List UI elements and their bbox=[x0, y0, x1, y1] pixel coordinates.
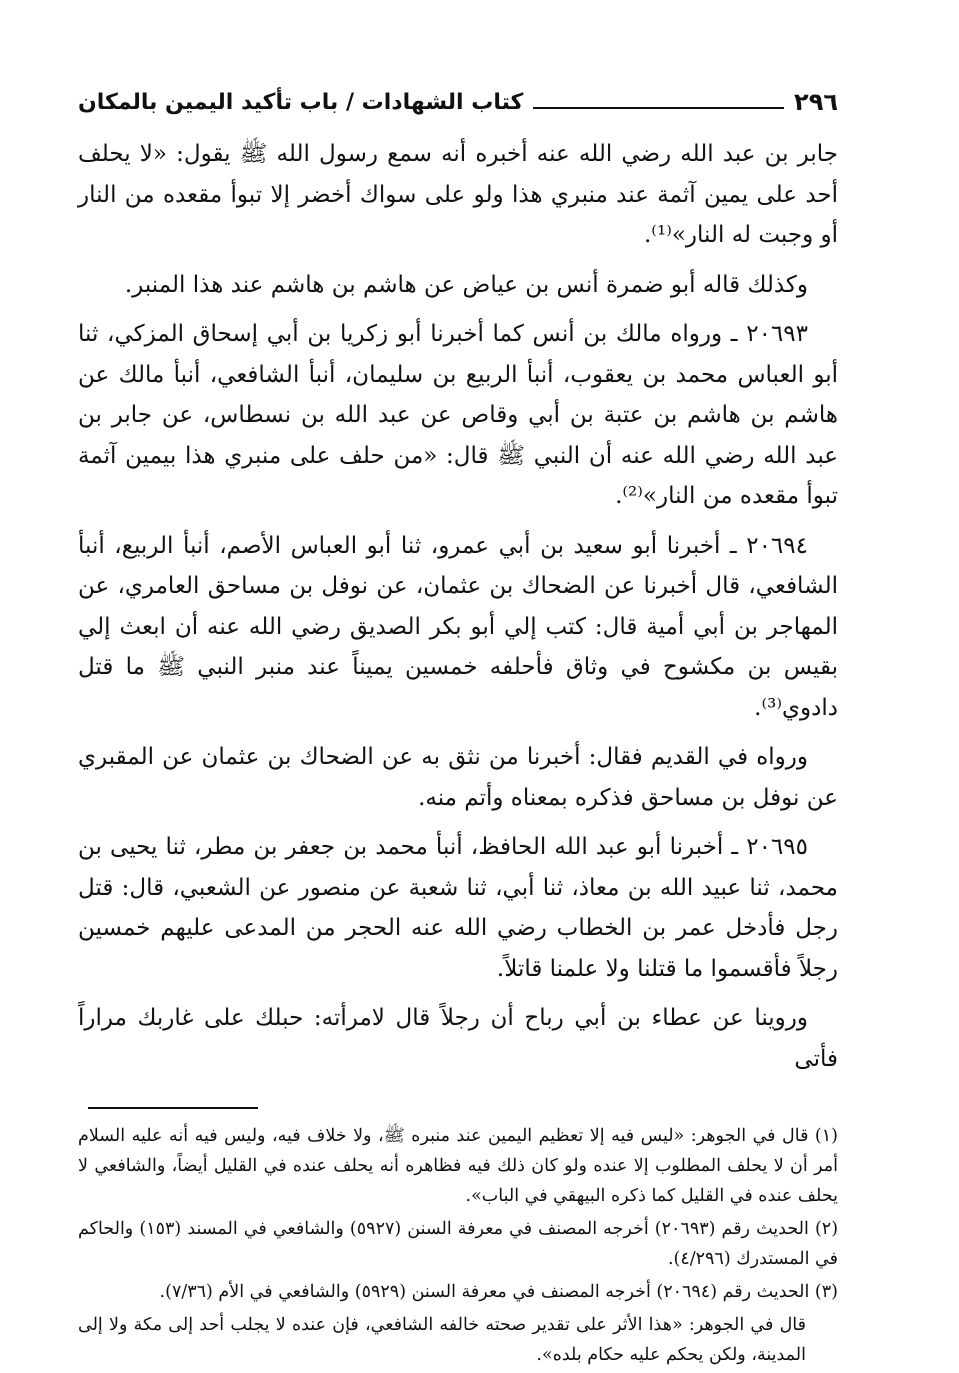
footnotes bbox=[78, 1121, 838, 1370]
main-text bbox=[78, 134, 838, 1079]
footnote-continuation: قال في الجوهر: «هذا الأثر على تقدير صحته خالفه الشافعي، فإن عنده لا يجلب أحد إلى مكة ولا إلى المدينة، ولكن يحكم عليه حكام بلده». bbox=[78, 1315, 806, 1365]
footnote: (٣) الحديث رقم (٢٠٦٩٤) أخرجه المصنف في معرفة السنن (٥٩٢٩) والشافعي في الأم (٧/٣٦). bbox=[159, 1282, 838, 1302]
footnote-separator bbox=[88, 1107, 258, 1109]
hadith-paragraph: ٢٠٦٩٤ ـ أخبرنا أبو سعيد بن أبي عمرو، ثنا أبو العباس الأصم، أنبأ الربيع، أنبأ الشافعي، قال أخبرنا عن الضحاك بن عثمان، عن نوفل بن مساحق العامري، عن المهاجر بن أبي أمية قال: كتب إلي أبو بكر الصديق رضي الله عنه أن ابعث إلي بقيس بن مكشوح في وثاق فأحلفه خمسين يميناً عند منبر النبي ﷺ ما قتل دادوي⁽³⁾. bbox=[78, 532, 838, 721]
book-page bbox=[78, 82, 838, 1373]
paragraph: جابر بن عبد الله رضي الله عنه أخبره أنه سمع رسول الله ﷺ يقول: «لا يحلف أحد على يمين آثمة عند منبري هذا ولو على سواك أخضر إلا تبوأ مقعده من النار أو وجبت له النار»⁽¹⁾. bbox=[78, 141, 838, 248]
hadith-paragraph: ٢٠٦٩٥ ـ أخبرنا أبو عبد الله الحافظ، أنبأ محمد بن جعفر بن مطر، ثنا يحيى بن محمد، ثنا عبيد الله بن معاذ، ثنا أبي، ثنا شعبة عن منصور عن الشعبي، قال: قتل رجل فأدخل عمر بن الخطاب رضي الله عنه الحجر من المدعى عليهم خمسين رجلاً فأقسموا ما قتلنا ولا علمنا قاتلاً. bbox=[78, 834, 838, 982]
hadith-paragraph: ٢٠٦٩٣ ـ ورواه مالك بن أنس كما أخبرنا أبو زكريا بن أبي إسحاق المزكي، ثنا أبو العباس محمد بن يعقوب، أنبأ الربيع بن سليمان، أنبأ الشافعي، أنبأ مالك عن هاشم بن هاشم بن عتبة بن أبي وقاص عن عبد الله بن نسطاس، عن جابر بن عبد الله رضي الله عنه أن النبي ﷺ قال: «من حلف على منبري هذا بيمين آثمة تبوأ مقعده من النار»⁽²⁾. bbox=[78, 321, 838, 509]
running-title: كتاب الشهادات / باب تأكيد اليمين بالمكان bbox=[78, 89, 524, 115]
paragraph: وكذلك قاله أبو ضمرة أنس بن عياض عن هاشم بن هاشم عند هذا المنبر. bbox=[124, 271, 808, 298]
footnote: (٢) الحديث رقم (٢٠٦٩٣) أخرجه المصنف في معرفة السنن (٥٩٢٧) والشافعي في المسند (١٥٣) والحاكم في المستدرك (٤/٢٩٦). bbox=[78, 1219, 839, 1269]
header-rule bbox=[533, 107, 784, 109]
page-number: ٢٩٦ bbox=[794, 88, 838, 116]
page-header bbox=[78, 82, 838, 122]
paragraph: ورواه في القديم فقال: أخبرنا من نثق به عن الضحاك بن عثمان عن المقبري عن نوفل بن مساحق فذكره بمعناه وأتم منه. bbox=[78, 744, 838, 811]
paragraph: وروينا عن عطاء بن أبي رباح أن رجلاً قال لامرأته: حبلك على غاربك مراراً فأتى bbox=[78, 1005, 838, 1072]
footnote: (١) قال في الجوهر: «ليس فيه إلا تعظيم اليمين عند منبره ﷺ، ولا خلاف فيه، وليس فيه أنه عليه السلام أمر أن لا يحلف المطلوب إلا عنده ولو كان ذلك فيه فظاهره أنه يحلف عنده في القليل أيضاً، والشافعي لا يحلف عنده في القليل كما ذكره البيهقي في الباب». bbox=[78, 1126, 838, 1206]
